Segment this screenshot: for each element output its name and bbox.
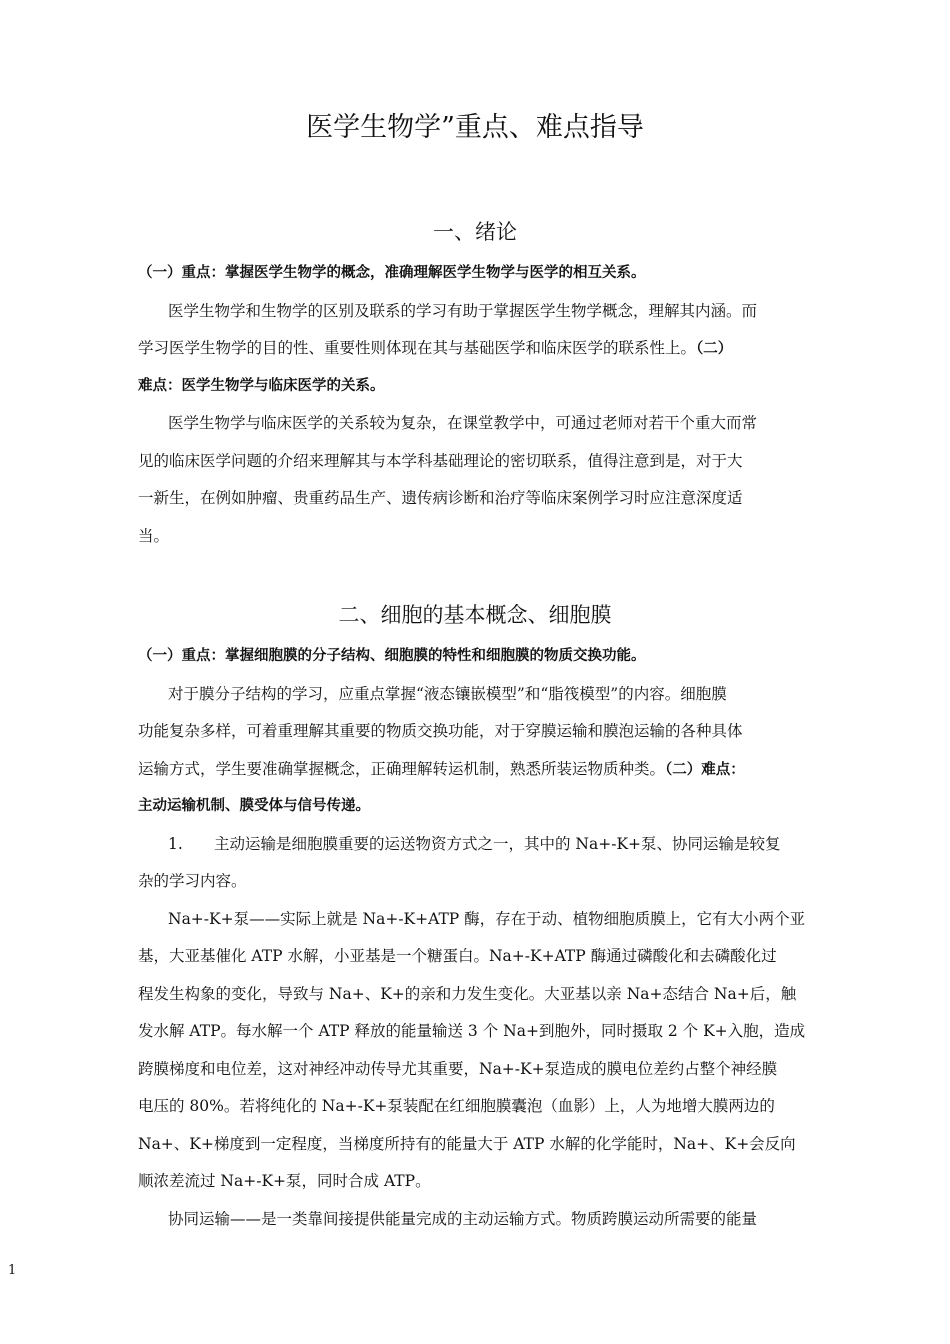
section-heading-intro: 一、绪论 [433,220,517,244]
paragraph-line: 协同运输——是一类靠间接提供能量完成的主动运输方式。物质跨膜运动所需要的能量 [168,1210,758,1228]
paragraph-line [138,757,745,782]
list-item-line: 杂的学习内容。 [138,872,247,890]
paragraph-line: 跨膜梯度和电位差，这对神经冲动传导尤其重要，Na+-K+泵造成的膜电位差约占整个神经膜 [138,1060,778,1078]
paragraph-line: 电压的 80%。若将纯化的 Na+-K+泵装配在红细胞膜囊泡（血影）上，人为地增大膜两边的 [138,1097,775,1115]
paragraph-line: 程发生构象的变化，导致与 Na+、K+的亲和力发生变化。大亚基以亲 Na+态结合 Na+后，触 [138,985,797,1003]
paragraph-text: 运输方式，学生要准确掌握概念，正确理解转运机制，熟悉所装运物质种类。 [138,760,666,778]
paragraph-line: 当。 [138,527,170,545]
paragraph-line [138,336,732,361]
paragraph-line: 功能复杂多样，可着重理解其重要的物质交换功能，对于穿膜运输和膜泡运输的各种具体 [138,722,743,740]
paragraph-line: 一新生，在例如肿瘤、贵重药品生产、遗传病诊断和治疗等临床案例学习时应注意深度适 [138,489,743,507]
paragraph-line: 医学生物学与临床医学的关系较为复杂，在课堂教学中，可通过老师对若干个重大而常 [168,414,758,432]
paragraph-line: 见的临床医学问题的介绍来理解其与本学科基础理论的密切联系，值得注意到是，对于大 [138,452,743,470]
difficulty-line: 主动运输机制、膜受体与信号传递。 [138,798,370,814]
subsection-marker: （二）难点： [665,762,745,778]
paragraph-line: 对于膜分子结构的学习，应重点掌握“液态镶嵌模型”和“脂筏模型”的内容。细胞膜 [168,685,727,703]
paragraph-line: 基，大亚基催化 ATP 水解，小亚基是一个糖蛋白。Na+-K+ATP 酶通过磷酸化和去磷酸化过 [138,947,777,965]
paragraph-text: 学习医学生物学的目的性、重要性则体现在其与基础医学和临床医学的联系性上。 [138,339,697,357]
paragraph-line: Na+、K+梯度到一定程度，当梯度所持有的能量大于 ATP 水解的化学能时，Na+、K+会反向 [138,1135,796,1153]
paragraph-line: 发水解 ATP。每水解一个 ATP 释放的能量输送 3 个 Na+到胞外，同时摄取 2 个 K+入胞，造成 [138,1022,806,1040]
list-item-number: 1. [168,835,183,853]
focus-line: （一）重点：掌握细胞膜的分子结构、细胞膜的特性和细胞膜的物质交换功能。 [138,648,646,664]
paragraph-line: 医学生物学和生物学的区别及联系的学习有助于掌握医学生物学概念，理解其内涵。而 [168,302,758,320]
focus-line: （一）重点：掌握医学生物学的概念，准确理解医学生物学与医学的相互关系。 [138,265,646,281]
list-item-line: 主动运输是细胞膜重要的运送物资方式之一，其中的 Na+-K+泵、协同运输是较复 [214,835,781,853]
paragraph-line: 顺浓差流过 Na+-K+泵，同时合成 ATP。 [138,1172,431,1190]
document-title: 医学生物学”重点、难点指导 [306,112,644,143]
subsection-marker: （二） [696,341,733,357]
page-number: 1 [8,1263,17,1278]
difficulty-line: 难点：医学生物学与临床医学的关系。 [138,378,385,394]
section-heading-cell-membrane: 二、细胞的基本概念、细胞膜 [338,603,612,627]
paragraph-line: Na+-K+泵——实际上就是 Na+-K+ATP 酶，存在于动、植物细胞质膜上，它有大小两个亚 [168,910,806,928]
